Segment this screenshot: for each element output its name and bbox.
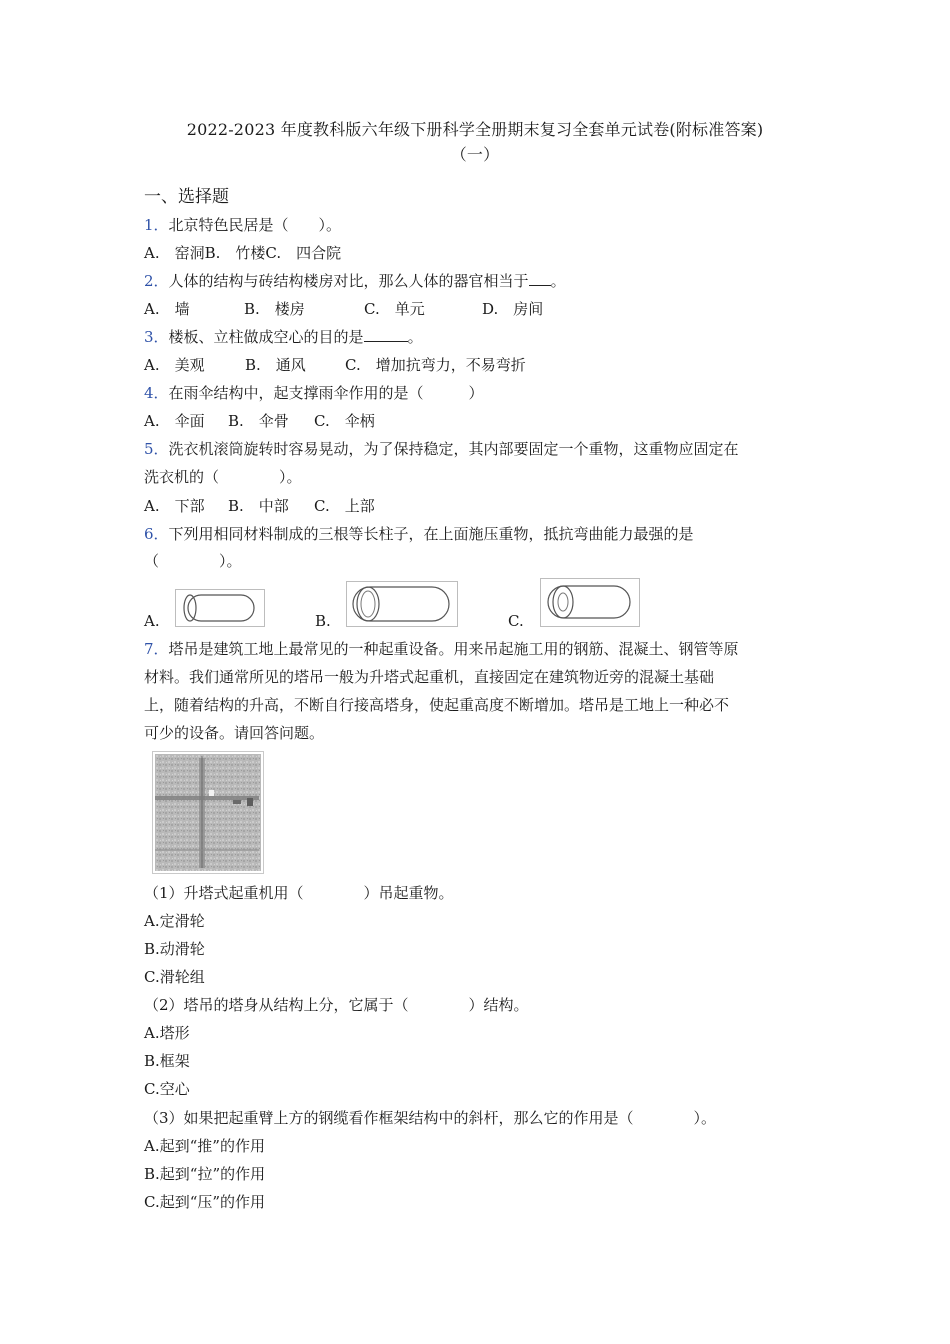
question-text: 楼板、立柱做成空心的目的是: [168, 328, 364, 346]
sub-question-2: （2）塔吊的塔身从结构上分，它属于（ ）结构。: [144, 996, 529, 1014]
question-text: 在雨伞结构中，起支撑雨伞作用的是（ ）: [168, 384, 484, 402]
exam-title-subtitle: （一）: [450, 145, 500, 164]
sub-question-2-option-a: A.塔形: [144, 1024, 190, 1042]
section-heading: 一、选择题: [144, 187, 229, 207]
cylinder-image-a: [175, 589, 265, 627]
question-text: 塔吊是建筑工地上最常见的一种起重设备。用来吊起施工用的钢筋、混凝土、钢管等原: [168, 640, 739, 658]
question-number: 5．: [144, 440, 169, 458]
question-text: 洗衣机滚筒旋转时容易晃动，为了保持稳定，其内部要固定一个重物，这重物应固定在: [168, 440, 739, 458]
exam-title: 2022-2023 年度教科版六年级下册科学全册期末复习全套单元试卷(附标准答案): [186, 120, 764, 139]
tower-crane-icon: [153, 752, 263, 873]
solid-cylinder-icon: [176, 590, 264, 626]
hollow-cylinder-icon: [347, 582, 457, 626]
question-6: [144, 524, 694, 544]
option-a: A.: [144, 612, 160, 630]
question-number: 7．: [144, 640, 169, 658]
sub-question-1-option-a: A.定滑轮: [144, 912, 205, 930]
cylinder-image-b: [346, 581, 458, 627]
question-number: 6．: [144, 525, 169, 543]
option-c: C.: [508, 612, 524, 630]
option-c: C. 伞柄: [314, 412, 375, 430]
question-6-continued: （ ）。: [144, 552, 242, 570]
option-a: A. 美观: [144, 356, 205, 374]
question-7-line-2: 材料。我们通常所见的塔吊一般为升塔式起重机，直接固定在建筑物近旁的混凝土基础: [144, 668, 715, 686]
option-b: B. 通风: [245, 356, 306, 374]
question-3: [144, 327, 423, 347]
question-4: [144, 383, 484, 403]
sub-question-3-option-c: C.起到“压”的作用: [144, 1193, 266, 1211]
option-b: B. 中部: [228, 497, 289, 515]
question-text: 人体的结构与砖结构楼房对比，那么人体的器官相当于: [168, 272, 529, 290]
sub-question-2-option-c: C.空心: [144, 1080, 190, 1098]
thick-hollow-cylinder-icon: [541, 579, 639, 626]
question-5-continued: 洗衣机的（ ）。: [144, 468, 302, 486]
answer-blank: [529, 273, 551, 286]
question-number: 4．: [144, 384, 169, 402]
sub-question-1: （1）升塔式起重机用（ ）吊起重物。: [144, 884, 454, 902]
question-5: [144, 439, 739, 459]
question-7-line-3: 上，随着结构的升高，不断自行接高塔身，使起重高度不断增加。塔吊是工地上一种必不: [144, 696, 730, 714]
question-2: [144, 271, 566, 291]
answer-blank: [364, 329, 408, 342]
question-text-end: 。: [550, 272, 566, 290]
option-b: B. 楼房: [244, 300, 305, 318]
option-a: A. 墙: [144, 300, 190, 318]
option-c: C. 上部: [314, 497, 375, 515]
option-d: D. 房间: [482, 300, 544, 318]
question-number: 1．: [144, 216, 169, 234]
question-1: [144, 215, 341, 235]
question-number: 2．: [144, 272, 169, 290]
sub-question-3-option-b: B.起到“拉”的作用: [144, 1165, 266, 1183]
sub-question-3: （3）如果把起重臂上方的钢缆看作框架结构中的斜杆，那么它的作用是（ ）。: [144, 1109, 717, 1127]
sub-question-1-option-c: C.滑轮组: [144, 968, 205, 986]
question-7: [144, 639, 739, 659]
cylinder-image-c: [540, 578, 640, 627]
question-text: 北京特色民居是（ ）。: [168, 216, 342, 234]
sub-question-1-option-b: B.动滑轮: [144, 940, 205, 958]
option-b: B.: [315, 612, 331, 630]
question-number: 3．: [144, 328, 169, 346]
question-text-end: 。: [407, 328, 423, 346]
question-text: 下列用相同材料制成的三根等长柱子，在上面施压重物，抵抗弯曲能力最强的是: [168, 525, 694, 543]
option-b: B. 伞骨: [228, 412, 289, 430]
sub-question-2-option-b: B.框架: [144, 1052, 190, 1070]
tower-crane-photo: [152, 751, 264, 874]
question-1-options: A. 窑洞B. 竹楼C. 四合院: [144, 244, 342, 262]
option-c: C. 增加抗弯力，不易弯折: [345, 356, 526, 374]
option-a: A. 伞面: [144, 412, 205, 430]
option-c: C. 单元: [364, 300, 425, 318]
option-a: A. 下部: [144, 497, 205, 515]
sub-question-3-option-a: A.起到“推”的作用: [144, 1137, 265, 1155]
question-7-line-4: 可少的设备。请回答问题。: [144, 724, 325, 742]
